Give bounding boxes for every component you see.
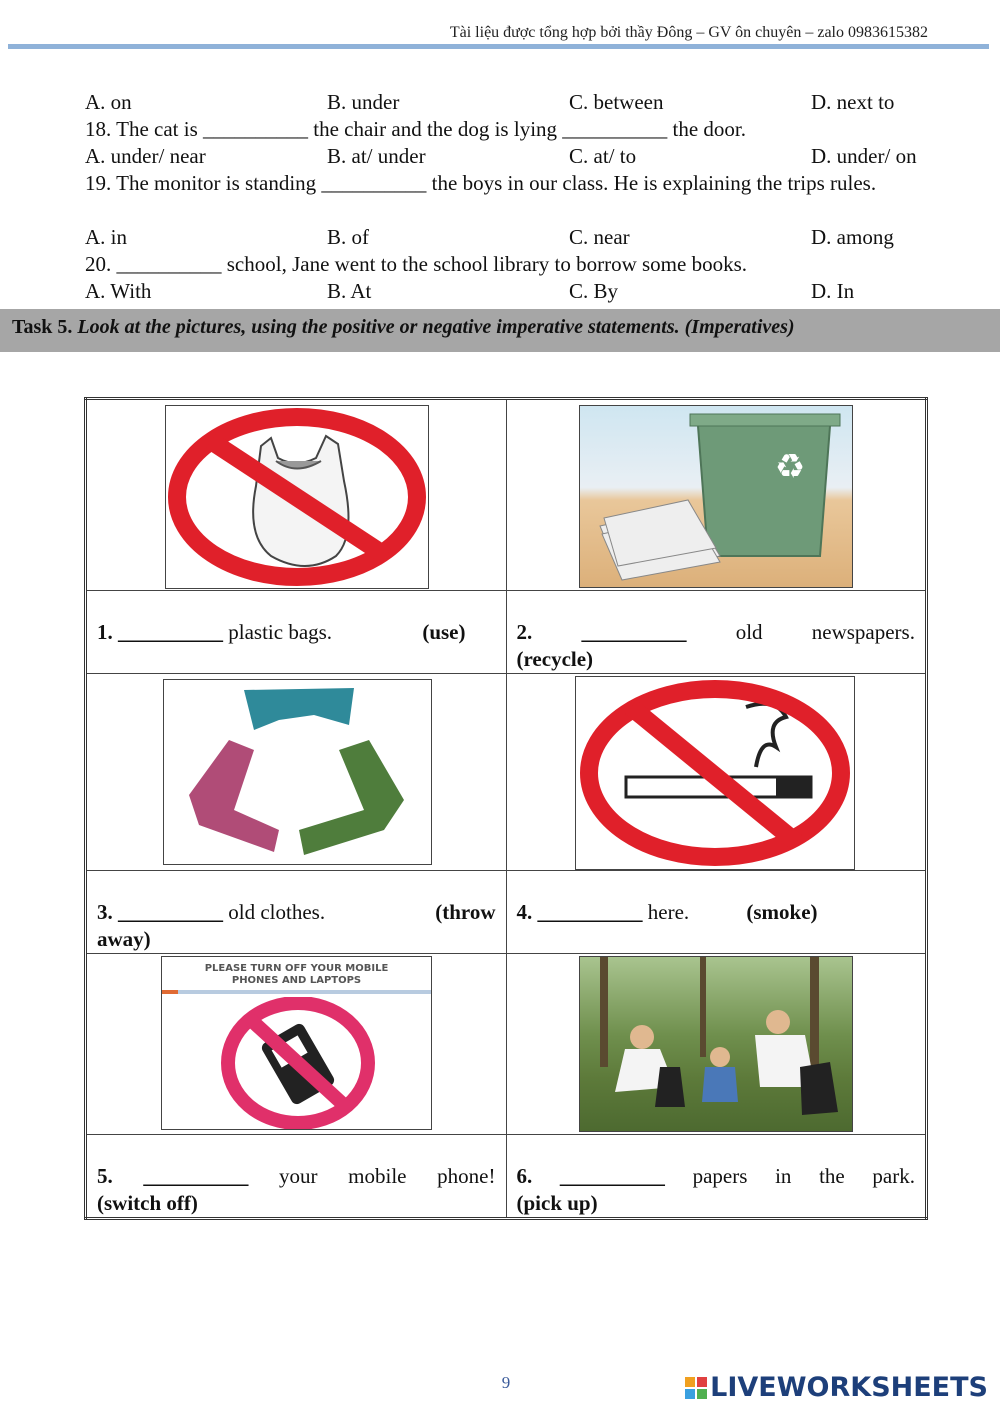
task-label: Task 5. (12, 316, 73, 338)
q17-option-d: D. next to (811, 90, 895, 114)
item-4-hint: (smoke) (746, 900, 818, 924)
picking-up-litter-picture (579, 956, 853, 1132)
item-5-number: 5. (97, 1164, 113, 1188)
no-plastic-bag-picture (165, 405, 429, 589)
q20-option-c: C. By (569, 279, 619, 303)
q18-option-d: D. under/ on (811, 144, 917, 168)
item-6-hint: (pick up) (516, 1191, 598, 1215)
question-20: 20. __________ school, Jane went to the school library to borrow some books. (85, 252, 747, 276)
question-19: 19. The monitor is standing __________ the boys in our class. He is explaining the trips rules. (85, 171, 877, 195)
page-number: 9 (501, 1373, 511, 1392)
item-3-hint-part2: away) (97, 927, 151, 951)
turn-off-phone-picture (161, 956, 432, 1130)
q17-option-a: A. on (85, 90, 132, 114)
q18-option-c: C. at/ to (569, 144, 637, 168)
item-4 (506, 871, 927, 954)
question-18: 18. The cat is __________ the chair and the dog is lying __________ the door. (85, 117, 747, 141)
item-6-number: 6. (516, 1164, 533, 1188)
item-3-hint-part1: (throw (435, 900, 496, 924)
q20-option-b: B. At (327, 279, 372, 303)
item-3-number: 3. (97, 900, 113, 924)
q17-option-c: C. between (569, 90, 664, 114)
picture-cell-2 (506, 399, 927, 591)
phone-sign-text: PLEASE TURN OFF YOUR MOBILE PHONES AND LAPTOPS (204, 963, 389, 986)
q19-option-a: A. in (85, 225, 127, 249)
item-5-text-mobile: mobile (348, 1164, 407, 1188)
recycle-newspaper-picture (579, 405, 853, 588)
item-6-blank[interactable]: __________ (559, 1164, 665, 1188)
item-5-text-phone: phone! (437, 1164, 496, 1188)
sign-rule (162, 990, 431, 994)
item-2-blank[interactable]: __________ (581, 620, 687, 644)
picture-cell-4 (506, 674, 927, 871)
item-3-text: old clothes. (228, 900, 326, 924)
q20-option-a: A. With (85, 279, 152, 303)
item-6-text-in: in (775, 1164, 792, 1188)
task-5-heading (0, 309, 1000, 352)
item-4-text: here. (647, 900, 690, 924)
q19-option-d: D. among (811, 225, 894, 249)
liveworksheets-mark-icon (685, 1377, 707, 1399)
item-3 (86, 871, 507, 954)
item-1 (86, 591, 507, 674)
q18-option-b: B. at/ under (327, 144, 426, 168)
task-instruction: Look at the pictures, using the positive or negative imperative statements. (Imperatives) (77, 316, 795, 338)
item-2-number: 2. (516, 620, 533, 644)
item-2 (506, 591, 927, 674)
item-6-text-park: park. (872, 1164, 915, 1188)
q18-option-a: A. under/ near (85, 144, 206, 168)
header-rule (8, 44, 989, 49)
item-2-text-old: old (735, 620, 763, 644)
logo-text: LIVEWORKSHEETS (710, 1372, 988, 1403)
item-5-hint: (switch off) (97, 1191, 198, 1215)
item-5-blank[interactable]: __________ (143, 1164, 249, 1188)
picture-cell-1 (86, 399, 507, 591)
item-1-hint: (use) (422, 620, 466, 644)
item-6-text-papers: papers (692, 1164, 748, 1188)
item-3-blank[interactable]: __________ (118, 900, 223, 924)
item-2-text-rest: newspapers. (811, 620, 915, 644)
item-4-blank[interactable]: __________ (537, 900, 643, 924)
item-1-text: plastic bags. (228, 620, 333, 644)
item-2-hint: (recycle) (516, 647, 594, 671)
item-5-text-your: your (279, 1164, 318, 1188)
item-6-text-the: the (819, 1164, 845, 1188)
liveworksheets-logo (685, 1372, 988, 1403)
item-1-blank[interactable]: __________ (118, 620, 223, 644)
q20-option-d: D. In (811, 279, 855, 303)
item-6 (506, 1135, 927, 1219)
item-4-number: 4. (516, 900, 533, 924)
svg-text:♻: ♻ (774, 447, 805, 487)
picture-exercise-table (84, 397, 928, 1220)
page-header: Tài liệu được tổng hợp bởi thầy Đông – GV ôn chuyên – zalo 0983615382 (449, 24, 928, 41)
q19-option-c: C. near (569, 225, 630, 249)
sign-rule-accent (162, 990, 178, 994)
picture-cell-6 (506, 954, 927, 1135)
item-1-number: 1. (97, 620, 113, 644)
no-smoking-picture (575, 676, 855, 870)
item-5 (86, 1135, 507, 1219)
recycle-clothes-picture (163, 679, 432, 865)
q19-option-b: B. of (327, 225, 369, 249)
picture-cell-5 (86, 954, 507, 1135)
picture-cell-3 (86, 674, 507, 871)
q17-option-b: B. under (327, 90, 400, 114)
